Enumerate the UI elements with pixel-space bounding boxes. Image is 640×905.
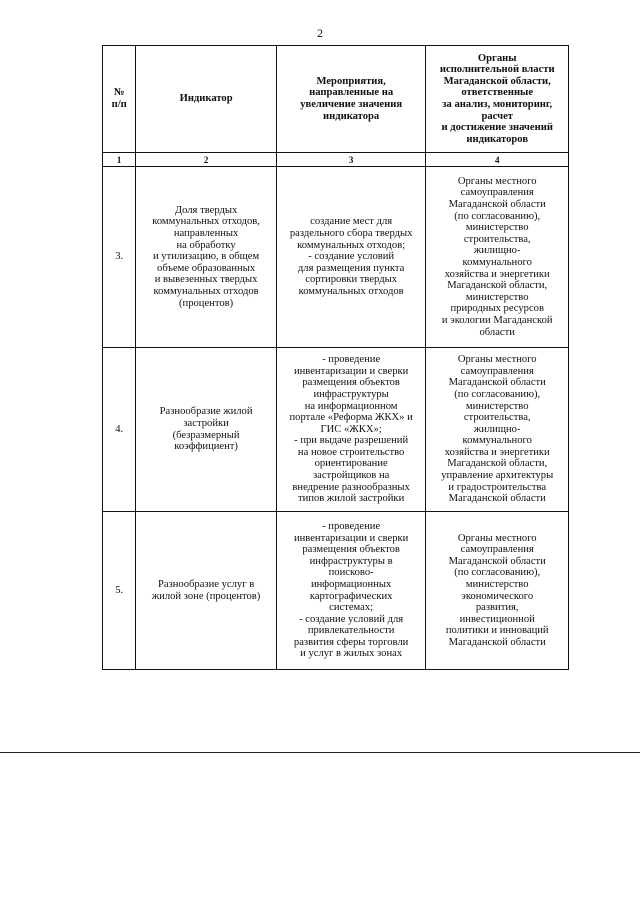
column-number: 4 bbox=[426, 153, 569, 167]
row-indicator: Доля твердых коммунальных отходов, направленных на обработку и утилизацию, в общем объеме образованных и вывезенных твердых коммунальных отходов (процентов) bbox=[136, 167, 277, 348]
header-indicator: Индикатор bbox=[136, 46, 277, 153]
row-organs: Органы местного самоуправления Магаданской области (по согласованию), министерство строительства, жилищно- коммунального хозяйства и энергетики Магаданской области, управление архитектуры и градостроительства Магаданской области bbox=[426, 348, 569, 512]
table-row bbox=[103, 348, 569, 512]
column-number: 1 bbox=[103, 153, 136, 167]
row-num: 3. bbox=[103, 167, 136, 348]
table-row bbox=[103, 167, 569, 348]
header-measures: Мероприятия, направленные на увеличение значения индикатора bbox=[276, 46, 426, 153]
row-measures: - проведение инвентаризации и сверки размещения объектов инфраструктуры на информационном портале «Реформа ЖКХ» и ГИС «ЖКХ»; - при выдаче разрешений на новое строительство ориентирование застройщиков на внедрение разнообразных типов жилой застройки bbox=[276, 348, 426, 512]
table-row bbox=[103, 512, 569, 670]
column-number: 3 bbox=[276, 153, 426, 167]
row-num: 5. bbox=[103, 512, 136, 670]
header-num: № п/п bbox=[103, 46, 136, 153]
page-number: 2 bbox=[317, 26, 323, 40]
table-header-row bbox=[103, 46, 569, 153]
row-indicator: Разнообразие жилой застройки (безразмерный коэффициент) bbox=[136, 348, 277, 512]
indicators-table bbox=[102, 45, 569, 670]
row-measures: - проведение инвентаризации и сверки размещения объектов инфраструктуры в поисково- информационных картографических системах; - создание условий для привлекательности развития сферы торговли и услуг в жилых зонах bbox=[276, 512, 426, 670]
header-organs: Органы исполнительной власти Магаданской области, ответственные за анализ, мониторинг, расчет и достижение значений индикаторов bbox=[426, 46, 569, 153]
column-number: 2 bbox=[136, 153, 277, 167]
column-numbers-row bbox=[103, 153, 569, 167]
row-num: 4. bbox=[103, 348, 136, 512]
row-organs: Органы местного самоуправления Магаданской области (по согласованию), министерство экономического развития, инвестиционной политики и инноваций Магаданской области bbox=[426, 512, 569, 670]
row-measures: создание мест для раздельного сбора твердых коммунальных отходов; - создание условий для размещения пункта сортировки твердых коммунальных отходов bbox=[276, 167, 426, 348]
row-organs: Органы местного самоуправления Магаданской области (по согласованию), министерство строительства, жилищно- коммунального хозяйства и энергетики Магаданской области, министерство природных ресурсов и экологии Магаданской области bbox=[426, 167, 569, 348]
row-indicator: Разнообразие услуг в жилой зоне (процентов) bbox=[136, 512, 277, 670]
bottom-divider bbox=[0, 752, 640, 753]
